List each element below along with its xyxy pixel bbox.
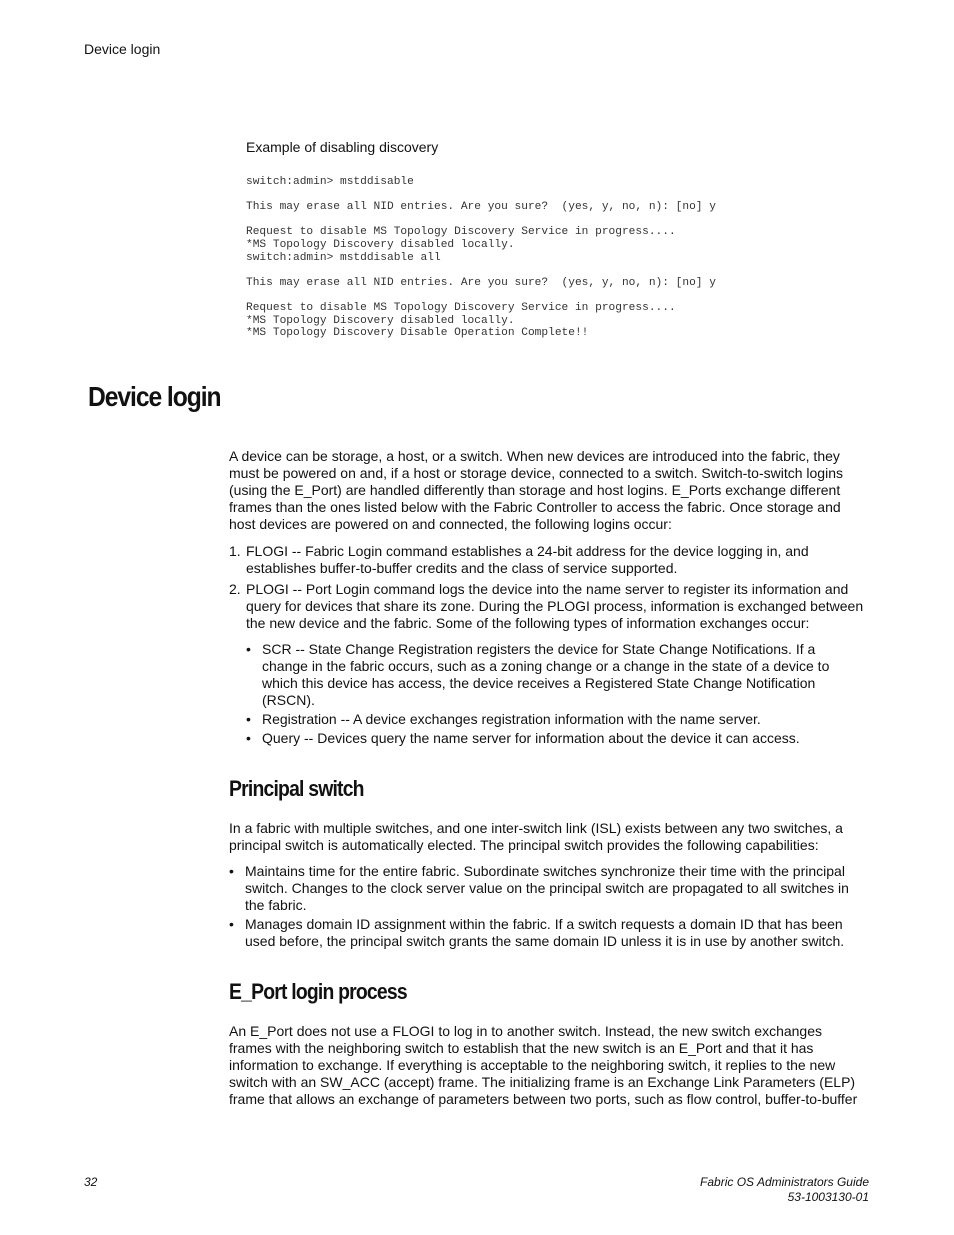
bullet-text: Query -- Devices query the name server for information about the device it can access.	[262, 730, 800, 746]
footer-doc-info	[700, 1175, 869, 1205]
page-number: 32	[84, 1175, 98, 1189]
bullet-text: Maintains time for the entire fabric. Subordinate switches synchronize their time with the principal switch. Changes to the clock server value on the principal switch are propagated to all switches in the fabric.	[245, 863, 849, 913]
principal-switch-intro: In a fabric with multiple switches, and one inter-switch link (ISL) exists between any two switches, a principal switch is automatically elected. The principal switch provides the following capabilities:	[229, 820, 843, 853]
code-line: This may erase all NID entries. Are you sure? (yes, y, no, n): [no] y	[246, 201, 716, 214]
section-heading-device-login: Device login	[88, 381, 221, 412]
list-item-step-2	[229, 581, 865, 632]
bullet-text: Registration -- A device exchanges registration information with the name server.	[262, 711, 761, 727]
code-line	[246, 214, 716, 227]
device-login-intro: A device can be storage, a host, or a switch. When new devices are introduced into the fabric, they must be powered on and, if a host or storage device, connected to a switch. Switch-to-switch logins (using the E_Port) are handled differently than storage and host logins. E_Ports exchange different frames than the ones listed below with the Fabric Controller to access the fabric. Once storage and host devices are powered on and connected, the following logins occur:	[229, 448, 843, 532]
bullet: •	[229, 863, 234, 879]
bullet: •	[229, 916, 234, 932]
code-line: This may erase all NID entries. Are you sure? (yes, y, no, n): [no] y	[246, 276, 716, 289]
code-line: *MS Topology Discovery disabled locally.	[246, 314, 515, 327]
list-item-scr	[246, 641, 836, 709]
step-text: PLOGI -- Port Login command logs the device into the name server to register its information and query for devices that share its zone. During the PLOGI process, information is exchanged between the new device and the fabric. Some of the following types of information exchanges occur:	[246, 581, 864, 631]
code-line	[246, 289, 716, 302]
code-line: *MS Topology Discovery Disable Operation Complete!!	[246, 327, 589, 340]
running-header: Device login	[84, 41, 161, 57]
code-line: switch:admin> mstddisable	[246, 176, 414, 188]
bullet: •	[246, 641, 251, 657]
code-line	[246, 189, 716, 202]
bullet: •	[246, 730, 251, 746]
example-caption: Example of disabling discovery	[246, 139, 439, 155]
code-line: Request to disable MS Topology Discovery Service in progress....	[246, 226, 676, 239]
doc-number: 53-1003130-01	[787, 1190, 869, 1204]
eport-login-text: An E_Port does not use a FLOGI to log in to another switch. Instead, the new switch exchanges frames with the neighboring switch to establish that the new switch is an E_Port and that it has information to exchange. If everything is acceptable to the neighboring switch, it replies to the new switch with an SW_ACC (accept) frame. The initializing frame is an Exchange Link Parameters (ELP) frame that allows an exchange of parameters between two ports, such as flow control, buffer-to-buffer	[229, 1023, 858, 1107]
section-heading-eport-login: E_Port login process	[229, 979, 407, 1004]
code-example	[246, 176, 716, 340]
bullet: •	[246, 711, 251, 727]
list-item-registration	[246, 711, 846, 728]
code-line: *MS Topology Discovery disabled locally.	[246, 238, 515, 251]
code-line	[246, 264, 716, 277]
step-number: 1.	[229, 543, 241, 559]
code-line: switch:admin> mstddisable all	[246, 251, 441, 264]
section-heading-principal-switch: Principal switch	[229, 776, 364, 801]
step-text: FLOGI -- Fabric Login command establishes a 24-bit address for the device logging in, and establishes buffer-to-buffer credits and the class of service supported.	[246, 543, 809, 576]
list-item-domain-id	[229, 916, 859, 950]
list-item-query	[246, 730, 846, 747]
bullet-text: SCR -- State Change Registration registers the device for State Change Notifications. If a change in the fabric occurs, such as a zoning change or a change in the state of a device to which this device has access, the device receives a Registered State Change Notification (RSCN).	[262, 641, 830, 708]
guide-title: Fabric OS Administrators Guide	[700, 1175, 869, 1189]
list-item-step-1	[229, 543, 865, 577]
step-number: 2.	[229, 581, 241, 597]
list-item-maintains-time	[229, 863, 859, 914]
bullet-text: Manages domain ID assignment within the fabric. If a switch requests a domain ID that has been used before, the principal switch grants the same domain ID unless it is in use by another switch.	[245, 916, 845, 949]
code-line: Request to disable MS Topology Discovery Service in progress....	[246, 301, 676, 314]
